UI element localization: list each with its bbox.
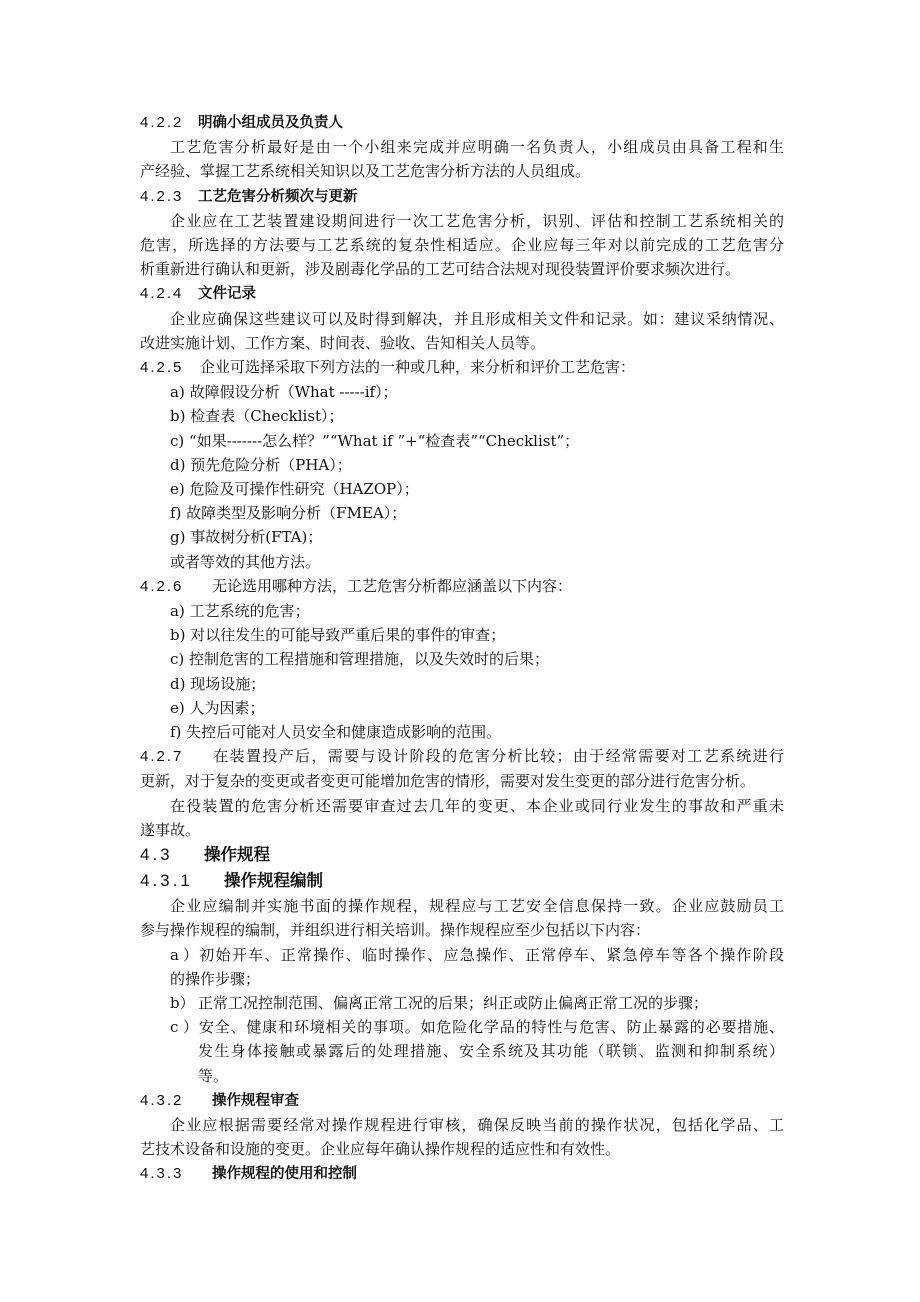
list-item-continuation: 的操作步骤； [170, 969, 261, 988]
list-item-continuation: 发生身体接触或暴露后的处理措施、安全系统及其功能（联锁、监测和抑制系统） [198, 1042, 784, 1061]
section-number: 4.3.2 [140, 1091, 184, 1109]
list-item: f) 失控后可能对人员安全和健康造成影响的范围。 [170, 723, 502, 742]
section-title: 工艺危害分析频次与更新 [198, 188, 358, 205]
paragraph-line: 企业应确保这些建议可以及时得到解决，并且形成相关文件和记录。如：建议采纳情况、 [170, 309, 784, 328]
list-item: g) 事故树分析(FTA)； [170, 528, 323, 547]
section-title: 操作规程的使用和控制 [212, 1166, 357, 1183]
paragraph-line: 企业应在工艺装置建设期间进行一次工艺危害分析，识别、评估和控制工艺系统相关的 [170, 211, 784, 230]
paragraph-line: 更新，对于复杂的变更或者变更可能增加危害的情形，需要对发生变更的部分进行危害分析。 [140, 772, 756, 791]
heading-4-2-5 [140, 355, 784, 380]
list-item: c) 控制危害的工程措施和管理措施，以及失效时的后果； [170, 650, 550, 669]
paragraph-line: 企业应根据需要经常对操作规程进行审核，确保反映当前的操作状况，包括化学品、工 [170, 1115, 784, 1134]
section-number: 4.2.3 [140, 187, 184, 205]
heading-4-2-2 [140, 110, 784, 135]
section-intro: 企业可选择采取下列方法的一种或几种，来分析和评价工艺危害： [200, 358, 636, 377]
paragraph-line: 遂事故。 [140, 820, 201, 839]
paragraph-line: 危害，所选择的方法要与工艺系统的复杂性相适应。企业应每三年对以前完成的工艺危害分 [140, 236, 784, 255]
list-item [140, 991, 784, 1015]
heading-4-2-4 [140, 281, 784, 306]
document-page [140, 110, 784, 1187]
section-title: 文件记录 [198, 286, 256, 303]
heading-4-3 [140, 842, 784, 868]
list-label: a） [170, 945, 198, 964]
paragraph-line: 工艺危害分析最好是由一个小组来完成并应明确一名负责人，小组成员由具备工程和生 [170, 138, 784, 157]
paragraph-line: 企业应编制并实施书面的操作规程，规程应与工艺安全信息保持一致。企业应鼓励员工 [170, 897, 784, 916]
list-item-continuation: 等。 [198, 1066, 229, 1085]
section-number: 4.3.3 [140, 1165, 184, 1183]
list-text: 正常工况控制范围、偏离正常工况的后果；纠正或防止偏离正常工况的步骤； [198, 993, 709, 1012]
list-item: a) 工艺系统的危害； [170, 602, 310, 621]
section-intro: 无论选用哪种方法，工艺危害分析都应涵盖以下内容： [212, 576, 573, 595]
section-title: 操作规程编制 [224, 871, 323, 891]
paragraph-line: 艺技术设备和设施的变更。企业应每年确认操作规程的适应性和有效性。 [140, 1140, 621, 1159]
section-title: 操作规程 [204, 845, 270, 865]
heading-4-2-6 [140, 574, 784, 599]
list-text: 安全、健康和环境相关的事项。如危险化学品的特性与危害、防止暴露的必要措施、 [198, 1018, 784, 1037]
heading-4-3-2 [140, 1088, 784, 1113]
list-item: d) 预先危险分析（PHA）； [170, 455, 352, 474]
heading-4-3-3 [140, 1161, 784, 1186]
list-item: b) 对以往发生的可能导致严重后果的事件的审查； [170, 626, 506, 645]
list-item: b) 检查表（Checklist）； [170, 407, 344, 426]
list-item: f) 故障类型及影响分析（FMEA）； [170, 504, 407, 523]
list-item [140, 1015, 784, 1039]
paragraph-line: 参与操作规程的编制，并组织进行相关培训。操作规程应至少包括以下内容： [140, 921, 651, 940]
section-number: 4.3.1 [140, 871, 193, 891]
section-title: 操作规程审查 [212, 1092, 299, 1109]
section-intro: 在装置投产后，需要与设计阶段的危害分析比较；由于经常需要对工艺系统进行 [212, 747, 784, 766]
list-item: e) 危险及可操作性研究（HAZOP）； [170, 480, 419, 499]
paragraph-line: 析重新进行确认和更新，涉及剧毒化学品的工艺可结合法规对现役装置评价要求频次进行。 [140, 260, 741, 279]
list-item: c) “如果-------怎么样？”“What if ”+“检查表”“Checklist”； [170, 431, 580, 450]
list-item: a) 故障假设分析（What -----if）； [170, 383, 398, 402]
section-number: 4.3 [140, 845, 173, 865]
list-label: b） [170, 993, 195, 1012]
section-number: 4.2.5 [140, 359, 184, 377]
heading-4-3-1 [140, 868, 784, 894]
paragraph-line: 改进实施计划、工作方案、时间表、验收、告知相关人员等。 [140, 333, 546, 352]
section-number: 4.2.7 [140, 748, 184, 766]
heading-4-2-3 [140, 184, 784, 209]
list-item: d) 现场设施； [170, 674, 266, 693]
heading-4-2-7 [140, 744, 784, 769]
paragraph-line: 在役装置的危害分析还需要审查过去几年的变更、本企业或同行业发生的事故和严重未 [170, 796, 784, 815]
section-title: 明确小组成员及负责人 [198, 115, 343, 131]
list-item: 或者等效的其他方法。 [170, 552, 321, 571]
list-item [140, 943, 784, 967]
section-number: 4.2.4 [140, 285, 184, 303]
list-text: 初始开车、正常操作、临时操作、应急操作、正常停车、紧急停车等各个操作阶段 [198, 945, 784, 964]
section-number: 4.2.6 [140, 577, 184, 595]
list-label: c） [170, 1018, 198, 1037]
section-number: 4.2.2 [140, 114, 184, 131]
list-item: e) 人为因素； [170, 698, 265, 717]
paragraph-line: 产经验、掌握工艺系统相关知识以及工艺危害分析方法的人员组成。 [140, 162, 591, 181]
